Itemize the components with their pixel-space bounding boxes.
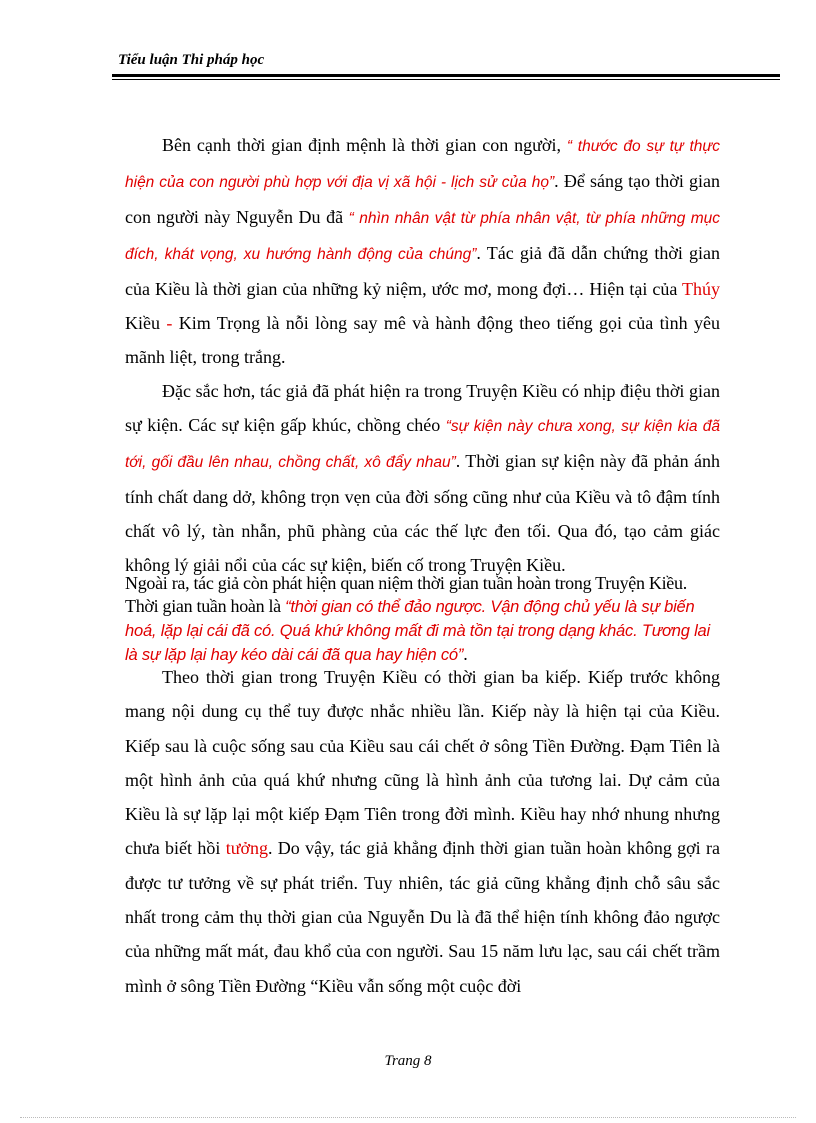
red-quote: “ thước đo sự tự thực hiện của con người phù hợp với địa vị xã hội - lịch sử của họ” (125, 138, 720, 191)
red-word: tưởng (225, 838, 268, 859)
red-word: Thúy (682, 279, 720, 299)
red-quote: “ nhìn nhân vật từ phía nhân vật, từ phía những mục đích, khát vọng, xu hướng hành động của chúng” (125, 210, 720, 263)
page-number: Trang 8 (384, 1053, 432, 1069)
paragraph-text: Kiều (125, 313, 167, 333)
paragraph-text: . Để sáng tạo thời gian con người này Nguyễn Du đã (125, 171, 720, 227)
paragraph-text: . Thời gian sự kiện này đã phản ánh tính chất dang dở, không trọn vẹn của đời sống cũng như của Kiều và tô đậm tính chất vô lý, tàn nhẫn, phũ phàng của các thế lực đen tối. Qua đó, tạo cảm giác không lý giải nổi của các sự kiện, biến cố trong Truyện Kiều. (125, 451, 720, 575)
page-bottom-border (20, 1117, 796, 1118)
main-text-middle (125, 572, 720, 667)
paragraph-text: Bên cạnh thời gian định mệnh là thời gian con người, (162, 135, 567, 155)
red-quote: “thời gian có thể đảo ngược. Vận động chủ yếu là sự biến hoá, lặp lại cái đã có. Quá khứ không mất đi mà tồn tại trong dạng khác. Tương lai là sự lặp lại hay kéo dài cái đã qua hay hiện có” (125, 598, 710, 664)
red-quote: “sự kiện này chưa xong, sự kiện kia đã tới, gối đầu lên nhau, chồng chất, xô đẩy nhau” (125, 418, 721, 471)
paragraph-3 (125, 572, 720, 667)
paragraph-1 (125, 128, 720, 374)
main-text-top (125, 128, 720, 582)
header-rule-thin (112, 79, 780, 80)
paragraph-text: . (463, 644, 468, 664)
paragraph-4 (125, 660, 720, 1003)
header-title: Tiểu luận Thi pháp học (118, 52, 265, 68)
paragraph-text: . Tác giả đã dẫn chứng thời gian của Kiều là thời gian của những kỷ niệm, ước mơ, mong đợi… Hiện tại của (125, 243, 720, 299)
main-text-bottom (125, 660, 720, 1003)
paragraph-text: Ngoài ra, tác giả còn phát hiện quan niệm thời gian tuần hoàn trong Truyện Kiều. Thời gian tuần hoàn là (125, 573, 687, 616)
paragraph-text: Đặc sắc hơn, tác giả đã phát hiện ra trong Truyện Kiều có nhịp điệu thời gian sự kiện. Các sự kiện gấp khúc, chồng chéo (125, 381, 720, 435)
paragraph-text: Theo thời gian trong Truyện Kiều có thời gian ba kiếp. Kiếp trước không mang nội dung cụ thể tuy được nhắc nhiều lần. Kiếp này là hiện tại của Kiều. Kiếp sau là cuộc sống sau của Kiều sau cái chết ở sông Tiền Đường. Đạm Tiên là một hình ảnh của quá khứ nhưng cũng là hình ảnh của tương lai. Dự cảm của Kiều là sự lặp lại một kiếp Đạm Tiên trong đời mình. Kiều hay nhớ nhung nhưng chưa biết hồi (125, 667, 720, 859)
paragraph-text: . Do vậy, tác giả khẳng định thời gian tuần hoàn không gợi ra được tư tưởng về sự phát triển. Tuy nhiên, tác giả cũng khẳng định chỗ sâu sắc nhất trong cảm thụ thời gian của Nguyễn Du là đã thể hiện tính không đảo ngược của những mất mát, đau khổ của con người. Sau 15 năm lưu lạc, sau cái chết trầm mình ở sông Tiền Đường “Kiều vẫn sống một cuộc đời (125, 838, 720, 996)
red-dash: - (166, 313, 173, 333)
header-rule-thick (112, 74, 780, 77)
paragraph-text: Kim Trọng là nỗi lòng say mê và hành động theo tiếng gọi của tình yêu mãnh liệt, trong trắng. (125, 313, 720, 367)
paragraph-2 (125, 374, 720, 582)
